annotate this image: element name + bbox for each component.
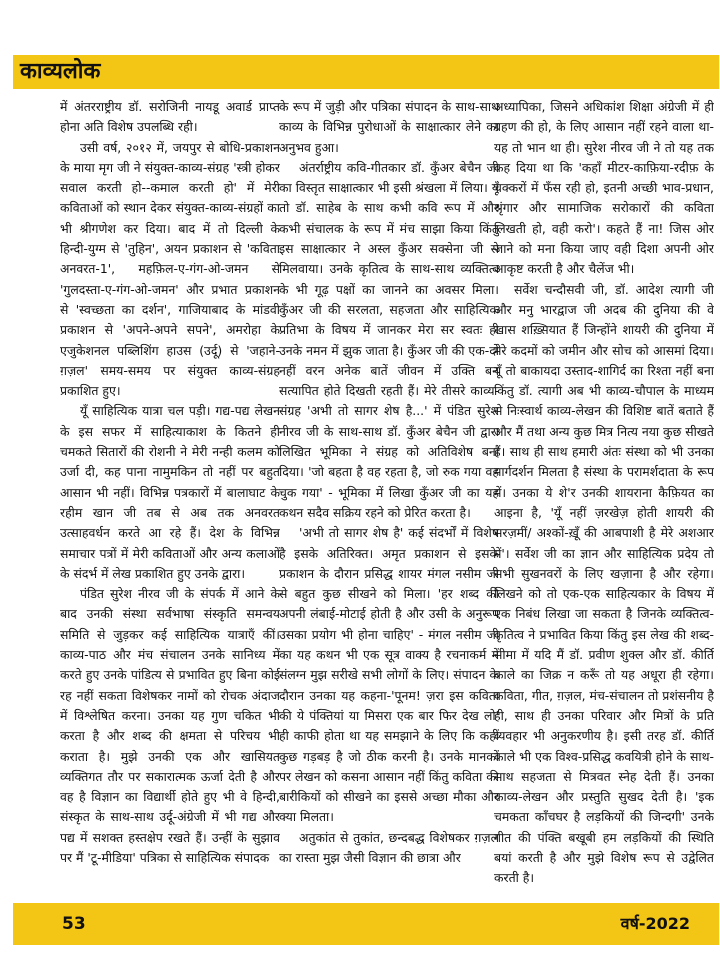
paragraph: अंतर्राष्ट्रीय कवि-गीतकार डॉ. कुँअर बेचैन जी का विस्तृत साक्षात्कार भी इसी श्रंखला में लिया। यूँ तो डॉ. साहेब के साथ कभी कवि रूप में और कभी संचालक के रूप में मंच साझा किया किंतु इस साक्षात्कार ने अस्ल कुँअर सक्सेना जी से मिलवाया। उनके कृतित्व के साथ-साथ व्यक्तित्व के भी गूढ़ पक्षों का जानने का अवसर मिला। कुँअर जी की सरलता, सहजता और साहित्यिक प्रतिभा के विषय में जानकर मेरा सर स्वतः ही उनके नमन में झुक जाता है। कुँअर जी की एक-दो नहीं वरन अनेक बातें जीवन में उक्ति बन सत्यापित होते दिखती रहती हैं। मेरे तीसरे काव्य-संग्रह 'अभी तो सागर शेष है...' में पंडित सुरेश नीरव जी के साथ-साथ डॉ. कुँअर बेचैन जी द्वारा लिखित भूमिका ने संग्रह को अतिविशेष बना दिया। 'जो बहता है वह रहता है, जो रुक गया वह चुक गया' - भूमिका में लिखा कुँअर जी का यह कथन सदैव सक्रिय रहने को प्रेरित करता है।	[279, 159, 499, 520]
page-number: 53	[62, 914, 86, 934]
paragraph: पंडित सुरेश नीरव जी के संपर्क में आने के बाद उनकी संस्था सर्वभाषा संस्कृति समन्वय समिति से जुड़कर कई साहित्यिक यात्राएँ कीं। काव्य-पाठ और मंच संचालन उनके सानिध्य में करते हुए उनके पांडित्य से प्रभावित हुए बिना कोई रह नहीं सकता विशेषकर नामों को रोचक अंदाज में विश्लेषित करना। उनका यह गुण चकित भी करता है और शब्द की क्षमता से परिचय भी कराता है। मुझे उनकी एक और खासियत व्यक्तिगत तौर पर सकारात्मक ऊर्जा देती है और वह है विज्ञान का विद्यार्थी होते हुए भी वे हिन्दी, संस्कृत के साथ-साथ उर्दू-अंग्रेजी में भी गद्य और पद्य में सशक्त हस्तक्षेप रखते हैं। उन्हीं के सुझाव पर मैं 'टू-मीडिया' पत्रिका से साहित्यिक संपादक	[60, 586, 280, 865]
paragraph: में अंतरराष्ट्रीय डॉ. सरोजिनी नायडू अवार्ड प्राप्त होना अति विशेष उपलब्धि रही।	[60, 99, 280, 135]
paragraph: सर्वेश चन्दौसवी जी, डॉ. आदेश त्यागी जी और मनु भारद्वाज जी अदब की दुनिया की वे खास शख़्सियात हैं जिन्होंने शायरी की दुनिया में मेरे कदमों को जमीन और सोच को आसमां दिया। यूँ तो बाकायदा उस्ताद-शागिर्द का रिश्ता नहीं बना किंतु डॉ. त्यागी अब भी काव्य-चौपाल के माध्यम से निःस्वार्थ काव्य-लेखन की विशिष्ट बातें बताते हैं और मैं तथा अन्य कुछ मित्र नित्य नया कुछ सीखते हैं। साथ ही साथ हमारी अंतः संस्था को भी उनका मार्गदर्शन मिलता है संस्था के परामर्शदाता के रूप में। उनका ये शे'र उनकी शायराना कैफ़ियत का आइना है, 'यूँ नहीं ज़रखेज़ होती शायरी की सरज़मीं/ अश्कों-ख़ूँ की आबपाशी है मेरे अशआर में'। सर्वेश जी का ज्ञान और साहित्यिक प्रदेय तो सभी सुखनवरों के लिए खज़ाना है और रहेगा। लिखने को तो एक-एक साहित्यकार के विषय में एक निबंध लिखा जा सकता है जिनके व्यक्तित्व-कृतित्व ने प्रभावित किया किंतु इस लेख की शब्द-सीमा में यदि मैं डॉ. प्रवीण शुक्ल और डॉ. कीर्ति काले का जिक्र न करूँ तो यह अधूरा ही रहेगा। कविता, गीत, ग़ज़ल, मंच-संचालन तो प्रशंसनीय है ही, साथ ही उनका परिवार और मित्रों के प्रति व्यवहार भी अनुकरणीय है। इसी तरह डॉ. कीर्ति काले भी एक विश्व-प्रसिद्ध कवयित्री होने के साथ-साथ सहजता से मित्रवत स्नेह देती हैं। उनका काव्य-लेखन और प्रस्तुति सुखद देती है। 'इक चमकता काँचघर है लड़कियों की जिन्दगी' उनके गीत की पंक्ति बखूबी हम लड़कियों की स्थिति बयां करती है और मुझे विशेष रूप से उद्वेलित करती है।	[494, 281, 714, 886]
article-column-3	[494, 97, 714, 897]
footer-bar	[13, 903, 719, 945]
paragraph: के रूप में जुड़ी और पत्रिका संपादन के साथ-साथ काव्य के विभिन्न पुरोधाओं के साक्षात्कार लेने का अनुभव हुआ।	[279, 99, 499, 155]
paragraph: अतुकांत से तुकांत, छन्दबद्ध विशेषकर ग़ज़ल का रास्ता मुझ जैसी विज्ञान की छात्रा और	[279, 829, 499, 865]
article-column-1	[60, 97, 280, 897]
paragraph: यूँ साहित्यिक यात्रा चल पड़ी। गद्य-पद्य लेखन के इस सफर में साहित्याकाश के कितने ही चमकते सितारों की रोशनी ने मेरी नन्ही कलम को उर्जा दी, कह पाना नामुमकिन तो नहीं पर बहुत आसान भी नहीं। विभिन्न पत्रकारों में बालाघाट के रहीम खान जी तब से अब तक अनवरत उत्साहवर्धन करते आ रहे हैं। देश के विभिन्न समाचार पत्रों में मेरी कविताओं और अन्य कलाओं के संदर्भ में लेख प्रकाशित हुए उनके द्वारा।	[60, 403, 280, 581]
section-title: काव्यलोक	[20, 59, 101, 84]
paragraph: अध्यापिका, जिसने अधिकांश शिक्षा अंग्रेजी में ही ग्रहण की हो, के लिए आसान नहीं रहने वाला था-यह तो भान था ही। सुरेश नीरव जी ने तो यह तक कह दिया था कि 'कहाँ मीटर-काफ़िया-रदीफ़ के चक्करों में फँस रही हो, इतनी अच्छी भाव-प्रधान, श्रृंगार और सामाजिक सरोकारों की कविता लिखती हो, वही करो'। कहते हैं ना! जिस ओर जाने को मना किया जाए वही दिशा अपनी ओर आकृष्ट करती है और चैलेंज भी।	[494, 99, 714, 277]
paragraph: उसी वर्ष, २०१२ में, जयपुर से बोधि-प्रकाशन के माया मृग जी ने संयुक्त-काव्य-संग्रह 'स्त्री होकर सवाल करती हो--कमाल करती हो' में मेरी कविताओं को स्थान देकर संयुक्त-काव्य-संग्रहों का भी श्रीगणेश कर दिया। बाद में तो दिल्ली के हिन्दी-युग्म से 'तुहिन', अयन प्रकाशन से 'कविता अनवरत-1', महफ़िल-ए-गंग-ओ-जमन से 'गुलदस्ता-ए-गंग-ओ-जमन' और प्रभात प्रकाशन से 'स्वच्छता का दर्शन', गाजियाबाद के मांडवी प्रकाशन से 'अपने-अपने सपने', अमरोहा के एजुकेशनल पब्लिशिंग हाउस (उर्दू) से 'जहाने-ग़ज़ल' समय-समय पर संयुक्त काव्य-संग्रह प्रकाशित हुए।	[60, 139, 280, 399]
article-column-2	[279, 97, 499, 897]
issue-year: वर्ष-2022	[620, 914, 690, 933]
paragraph: 'अभी तो सागर शेष है' कई संदर्भों में विशेष है इसके अतिरिक्त। अमृत प्रकाशन से इसके प्रकाशन के दौरान प्रसिद्ध शायर मंगल नसीम जी से बहुत कुछ सीखने को मिला। 'हर शब्द की अपनी लंबाई-मोटाई होती है और उसी के अनुरूप उसका प्रयोग भी होना चाहिए' - मंगल नसीम जी का यह कथन भी एक सूत्र वाक्य है रचनाकर्म में संलग्न मुझ सरीखे सभी लोगों के लिए। संपादन के दौरान उनका यह कहना-'पूनम! ज़रा इस कविता की ये पंक्तियां या मिसरा एक बार फिर देख लो' ही काफी होता था यह समझाने के लिए कि कहीं कुछ गड़बड़ है जो ठीक करनी है। उनके मानकों पर लेखन को कसना आसान नहीं किंतु कविता की बारीकियों को सीखने का इससे अच्छा मौका और क्या मिलता।	[279, 525, 499, 825]
header-bar	[13, 55, 719, 89]
